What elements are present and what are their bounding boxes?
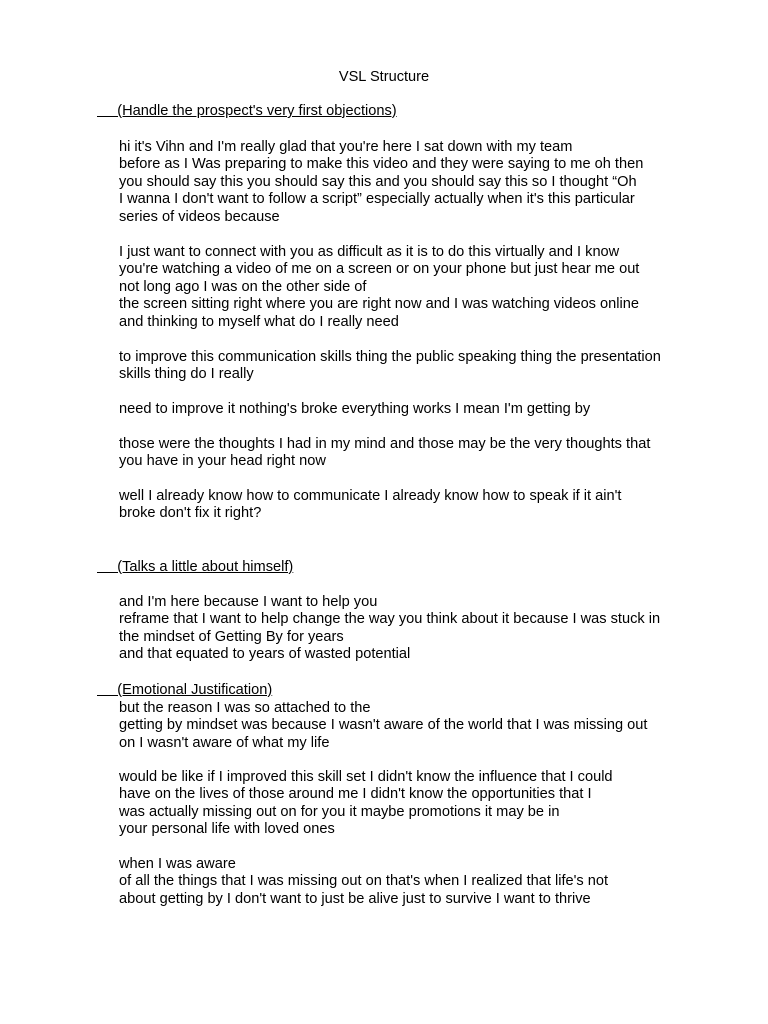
text-line: not long ago I was on the other side of [119,278,367,295]
text-line: and thinking to myself what do I really need [119,313,399,330]
paragraph [119,349,709,384]
text-line: before as I Was preparing to make this video and they were saying to me oh then [119,156,644,173]
text-line: the mindset of Getting By for years [119,628,344,645]
text-line: of all the things that I was missing out on that's when I realized that life's not [119,873,609,890]
paragraph [119,401,709,418]
text-line: series of videos because [119,208,280,225]
text-line: and I'm here because I want to help you [119,594,378,610]
section-heading: (Handle the prospect's very first objections) [97,103,397,119]
text-line: I wanna I don't want to follow a script” especially actually when it's this particular [119,191,635,208]
text-line: on I wasn't aware of what my life [119,734,330,751]
text-line: those were the thoughts I had in my mind and those may be the very thoughts that [119,436,651,452]
text-line: hi it's Vihn and I'm really glad that you're here I sat down with my team [119,139,573,155]
text-line: was actually missing out on for you it maybe promotions it may be in [119,803,560,820]
text-line: the screen sitting right where you are right now and I was watching videos online [119,296,639,313]
paragraph [119,700,709,752]
paragraph [119,139,709,226]
text-line: your personal life with loved ones [119,821,335,838]
text-line: need to improve it nothing's broke everything works I mean I'm getting by [119,401,591,417]
paragraph [119,244,709,331]
paragraph [119,436,709,471]
text-line: skills thing do I really [119,366,254,383]
text-line: you're watching a video of me on a screen or on your phone but just hear me out [119,261,640,278]
text-line: and that equated to years of wasted potential [119,646,411,663]
text-line: well I already know how to communicate I already know how to speak if it ain't [119,488,622,504]
text-line: have on the lives of those around me I didn't know the opportunities that I [119,786,592,803]
paragraph [119,594,709,664]
text-line: but the reason I was so attached to the [119,700,371,716]
section-heading: (Emotional Justification) [97,682,273,698]
text-line: I just want to connect with you as difficult as it is to do this virtually and I know [119,244,620,260]
paragraph [119,856,709,908]
text-line: you should say this you should say this and you should say this so I thought “Oh [119,173,637,190]
text-line: when I was aware [119,856,236,872]
text-line: would be like if I improved this skill set I didn't know the influence that I could [119,769,613,785]
text-line: getting by mindset was because I wasn't aware of the world that I was missing out [119,717,648,734]
page-title: VSL Structure [338,69,430,85]
text-line: to improve this communication skills thing the public speaking thing the presentation [119,349,661,365]
paragraph [119,488,709,523]
text-line: you have in your head right now [119,453,326,470]
text-line: broke don't fix it right? [119,505,262,522]
text-line: reframe that I want to help change the way you think about it because I was stuck in [119,611,661,628]
paragraph [119,769,709,839]
text-line: about getting by I don't want to just be alive just to survive I want to thrive [119,890,591,907]
section-heading: (Talks a little about himself) [97,559,294,575]
